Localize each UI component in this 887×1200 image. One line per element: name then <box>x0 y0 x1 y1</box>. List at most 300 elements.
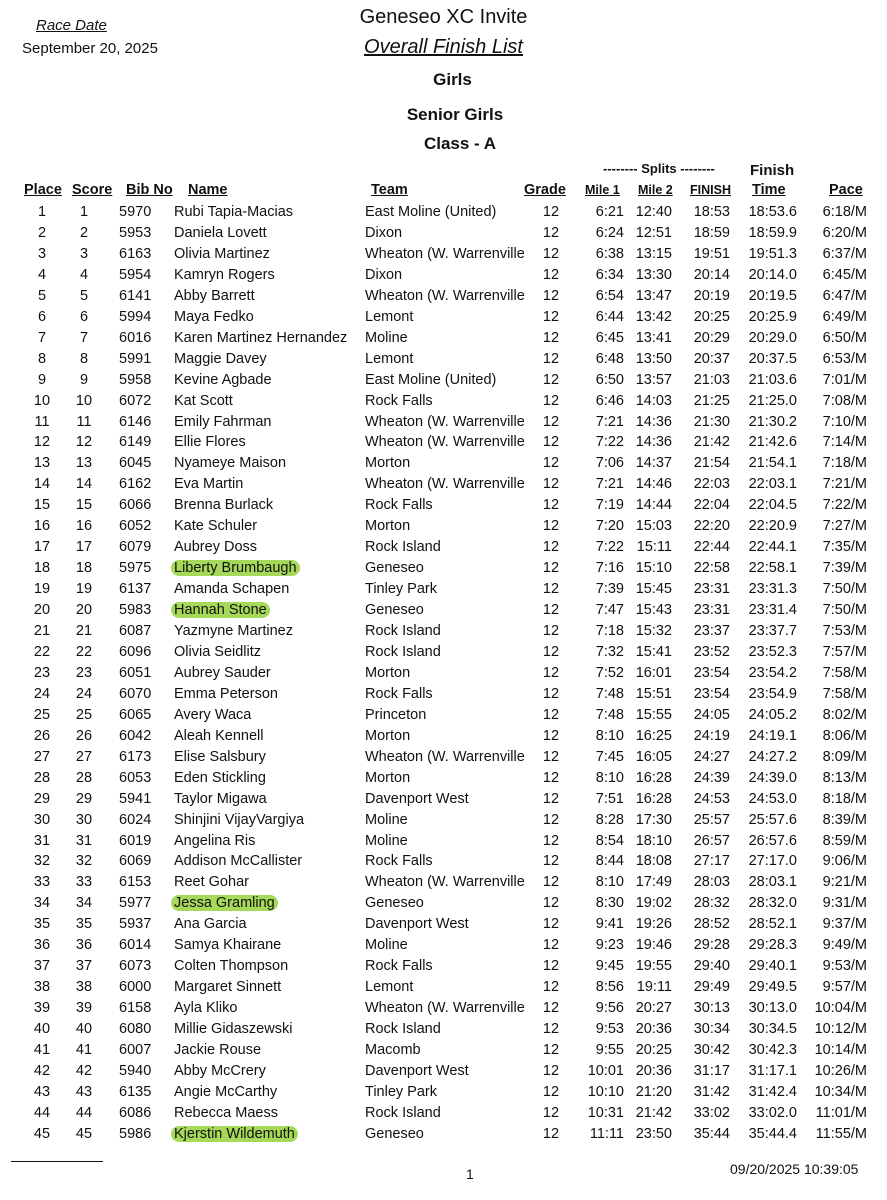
cell-place: 10 <box>33 392 51 409</box>
table-row <box>0 225 887 246</box>
cell-time: 28:52.1 <box>748 916 797 933</box>
cell-pace: 7:01/M <box>822 371 867 388</box>
cell-score: 26 <box>75 727 93 744</box>
cell-score: 30 <box>75 811 93 828</box>
cell-score: 6 <box>79 308 89 325</box>
cell-place: 5 <box>37 287 47 304</box>
cell-team: Rock Falls <box>365 685 433 702</box>
cell-mile2: 13:50 <box>635 350 672 367</box>
cell-finish: 23:52 <box>693 643 730 660</box>
cell-pace: 7:21/M <box>822 476 867 493</box>
cell-time: 23:52.3 <box>748 643 797 660</box>
cell-time: 22:03.1 <box>748 476 797 493</box>
cell-name: Ayla Kliko <box>174 1000 238 1017</box>
cell-pace: 7:08/M <box>822 392 867 409</box>
cell-time: 21:42.6 <box>748 434 797 451</box>
cell-mile1: 9:41 <box>595 916 624 933</box>
cell-pace: 7:50/M <box>822 602 867 619</box>
table-row <box>0 665 887 686</box>
table-row <box>0 246 887 267</box>
cell-team: Davenport West <box>365 1062 469 1079</box>
cell-place: 26 <box>33 727 51 744</box>
cell-place: 37 <box>33 958 51 975</box>
cell-team: Dixon <box>365 224 403 241</box>
cell-name: Olivia Martinez <box>174 245 270 262</box>
cell-finish: 21:54 <box>693 455 730 472</box>
cell-name: Ana Garcia <box>174 916 247 933</box>
cell-finish: 20:37 <box>693 350 730 367</box>
cell-mile2: 23:50 <box>635 1125 672 1142</box>
cell-bib: 5954 <box>119 266 152 283</box>
col-header-mile2: Mile 2 <box>638 183 673 197</box>
cell-place: 27 <box>33 748 51 765</box>
cell-mile2: 15:32 <box>635 623 672 639</box>
cell-mile2: 12:51 <box>635 224 672 241</box>
cell-mile2: 20:36 <box>635 1062 672 1079</box>
cell-score: 41 <box>75 1042 93 1058</box>
cell-place: 45 <box>33 1125 51 1142</box>
table-row <box>0 288 887 309</box>
cell-mile1: 7:21 <box>595 413 624 430</box>
cell-team: Princeton <box>365 706 427 723</box>
cell-name: Hannah Stone <box>171 602 270 618</box>
cell-pace: 7:50/M <box>822 581 867 598</box>
cell-mile2: 13:42 <box>635 308 672 325</box>
table-row <box>0 644 887 665</box>
cell-name: Ellie Flores <box>174 434 246 451</box>
cell-bib: 6000 <box>119 979 152 996</box>
cell-team: Moline <box>365 937 408 954</box>
cell-finish: 26:57 <box>693 832 730 849</box>
cell-name: Kjerstin Wildemuth <box>171 1126 298 1142</box>
cell-score: 31 <box>75 832 93 849</box>
cell-name: Daniela Lovett <box>174 224 267 241</box>
col-header-bib: Bib No <box>126 182 173 198</box>
cell-finish: 21:30 <box>693 413 730 430</box>
cell-time: 20:14.0 <box>748 266 797 283</box>
cell-team: Morton <box>365 455 411 472</box>
cell-place: 7 <box>37 329 47 346</box>
cell-grade: 12 <box>542 748 560 765</box>
cell-mile2: 20:25 <box>635 1042 672 1058</box>
cell-pace: 7:57/M <box>822 643 867 660</box>
cell-time: 30:42.3 <box>748 1042 797 1058</box>
cell-mile1: 7:47 <box>595 602 624 619</box>
cell-name: Liberty Brumbaugh <box>171 560 300 576</box>
cell-team: Tinley Park <box>365 581 437 598</box>
cell-mile1: 9:56 <box>595 1000 624 1017</box>
cell-grade: 12 <box>542 204 560 220</box>
cell-finish: 22:58 <box>693 560 730 577</box>
cell-finish: 24:05 <box>693 706 730 723</box>
cell-pace: 6:47/M <box>822 287 867 304</box>
cell-grade: 12 <box>542 224 560 241</box>
cell-score: 5 <box>79 287 89 304</box>
cell-bib: 5937 <box>119 916 152 933</box>
cell-score: 16 <box>75 518 93 535</box>
cell-score: 32 <box>75 853 93 870</box>
cell-name: Maggie Davey <box>174 350 267 367</box>
cell-bib: 6141 <box>119 287 152 304</box>
cell-finish: 28:52 <box>693 916 730 933</box>
cell-mile1: 7:52 <box>595 664 624 681</box>
cell-bib: 6173 <box>119 748 152 765</box>
cell-grade: 12 <box>542 413 560 430</box>
cell-bib: 6162 <box>119 476 152 493</box>
cell-team: Wheaton (W. Warrenville <box>365 245 525 262</box>
cell-score: 3 <box>79 245 89 262</box>
cell-grade: 12 <box>542 811 560 828</box>
cell-time: 28:32.0 <box>748 895 797 912</box>
cell-bib: 6086 <box>119 1104 152 1121</box>
cell-mile1: 10:10 <box>587 1083 624 1100</box>
cell-finish: 31:17 <box>693 1062 730 1079</box>
cell-grade: 12 <box>542 895 560 912</box>
col-header-pace: Pace <box>829 182 863 198</box>
cell-name: Shinjini VijayVargiya <box>174 811 305 828</box>
table-row <box>0 853 887 874</box>
cell-grade: 12 <box>542 1125 560 1142</box>
cell-mile2: 14:36 <box>635 434 672 451</box>
cell-finish: 33:02 <box>693 1104 730 1121</box>
cell-mile1: 7:06 <box>595 455 624 472</box>
cell-mile1: 11:11 <box>589 1125 624 1142</box>
cell-name: Rubi Tapia-Macias <box>174 204 294 220</box>
cell-mile2: 19:55 <box>635 958 672 975</box>
table-row <box>0 812 887 833</box>
cell-pace: 7:27/M <box>822 518 867 535</box>
cell-place: 6 <box>37 308 47 325</box>
table-row <box>0 686 887 707</box>
cell-grade: 12 <box>542 769 560 786</box>
cell-pace: 9:57/M <box>822 979 867 996</box>
cell-name: Jessa Gramling <box>171 895 278 911</box>
cell-mile2: 12:40 <box>635 204 672 220</box>
table-row <box>0 204 887 225</box>
cell-grade: 12 <box>542 916 560 933</box>
table-row <box>0 1000 887 1021</box>
cell-team: Rock Island <box>365 539 441 556</box>
cell-finish: 19:51 <box>693 245 730 262</box>
cell-pace: 6:37/M <box>822 245 867 262</box>
cell-finish: 28:32 <box>693 895 730 912</box>
cell-mile2: 17:49 <box>635 874 672 891</box>
table-row <box>0 1042 887 1063</box>
cell-team: Wheaton (W. Warrenville <box>365 748 525 765</box>
cell-place: 30 <box>33 811 51 828</box>
table-row <box>0 393 887 414</box>
cell-score: 2 <box>79 224 89 241</box>
cell-bib: 5941 <box>119 790 152 807</box>
cell-score: 28 <box>75 769 93 786</box>
cell-mile2: 14:36 <box>635 413 672 430</box>
cell-team: Geneseo <box>365 602 424 619</box>
cell-mile2: 18:10 <box>635 832 672 849</box>
cell-pace: 7:14/M <box>822 434 867 451</box>
cell-pace: 6:18/M <box>822 204 867 220</box>
cell-bib: 5975 <box>119 560 152 577</box>
cell-bib: 6024 <box>119 811 152 828</box>
cell-mile2: 14:44 <box>635 497 672 514</box>
cell-grade: 12 <box>542 266 560 283</box>
print-timestamp: 09/20/2025 10:39:05 <box>730 1161 859 1177</box>
page-number: 1 <box>466 1166 474 1182</box>
cell-mile1: 9:53 <box>595 1021 624 1038</box>
cell-finish: 24:19 <box>693 727 730 744</box>
cell-mile2: 15:51 <box>635 685 672 702</box>
cell-finish: 23:54 <box>693 664 730 681</box>
cell-mile1: 7:45 <box>595 748 624 765</box>
cell-name: Aleah Kennell <box>174 727 264 744</box>
cell-pace: 6:20/M <box>822 224 867 241</box>
cell-grade: 12 <box>542 1104 560 1121</box>
cell-place: 2 <box>37 224 47 241</box>
cell-place: 9 <box>37 371 47 388</box>
cell-time: 22:44.1 <box>748 539 797 556</box>
cell-bib: 6073 <box>119 958 152 975</box>
cell-pace: 9:31/M <box>822 895 867 912</box>
cell-team: Rock Island <box>365 1104 441 1121</box>
col-header-name: Name <box>188 182 228 198</box>
cell-place: 13 <box>33 455 51 472</box>
cell-bib: 6070 <box>119 685 152 702</box>
cell-name: Reet Gohar <box>174 874 249 891</box>
cell-finish: 20:14 <box>693 266 730 283</box>
cell-mile1: 8:54 <box>595 832 624 849</box>
cell-mile1: 10:01 <box>587 1062 624 1079</box>
cell-finish: 30:42 <box>693 1042 730 1058</box>
cell-time: 27:17.0 <box>748 853 797 870</box>
cell-pace: 7:18/M <box>822 455 867 472</box>
cell-team: Rock Island <box>365 623 441 639</box>
cell-mile2: 13:15 <box>635 245 672 262</box>
cell-grade: 12 <box>542 308 560 325</box>
cell-mile1: 10:31 <box>587 1104 624 1121</box>
cell-name: Brenna Burlack <box>174 497 274 514</box>
cell-pace: 10:14/M <box>814 1042 867 1058</box>
cell-mile1: 6:45 <box>595 329 624 346</box>
cell-finish: 29:28 <box>693 937 730 954</box>
footer-rule <box>11 1161 103 1162</box>
cell-score: 21 <box>75 623 93 639</box>
cell-finish: 21:25 <box>693 392 730 409</box>
cell-bib: 5940 <box>119 1062 152 1079</box>
cell-team: Wheaton (W. Warrenville <box>365 413 525 430</box>
cell-finish: 29:40 <box>693 958 730 975</box>
cell-place: 4 <box>37 266 47 283</box>
cell-pace: 7:35/M <box>822 539 867 556</box>
cell-mile1: 7:32 <box>595 643 624 660</box>
cell-time: 24:19.1 <box>748 727 797 744</box>
cell-mile2: 15:11 <box>636 539 672 556</box>
cell-time: 22:04.5 <box>748 497 797 514</box>
cell-time: 33:02.0 <box>748 1104 797 1121</box>
cell-pace: 10:12/M <box>814 1021 867 1038</box>
cell-finish: 25:57 <box>693 811 730 828</box>
cell-time: 28:03.1 <box>748 874 797 891</box>
cell-name: Abby McCrery <box>174 1062 266 1079</box>
cell-grade: 12 <box>542 1062 560 1079</box>
cell-place: 22 <box>33 643 51 660</box>
cell-grade: 12 <box>542 1021 560 1038</box>
cell-team: Moline <box>365 329 408 346</box>
cell-place: 20 <box>33 602 51 619</box>
cell-time: 31:42.4 <box>748 1083 797 1100</box>
cell-team: Morton <box>365 664 411 681</box>
cell-time: 24:05.2 <box>748 706 797 723</box>
table-row <box>0 1105 887 1126</box>
cell-score: 12 <box>75 434 93 451</box>
cell-score: 23 <box>75 664 93 681</box>
cell-place: 31 <box>33 832 51 849</box>
cell-team: Moline <box>365 832 408 849</box>
cell-grade: 12 <box>542 287 560 304</box>
cell-team: Davenport West <box>365 790 469 807</box>
col-header-finish: FINISH <box>690 183 731 197</box>
cell-team: Tinley Park <box>365 1083 437 1100</box>
col-header-mile1: Mile 1 <box>585 183 620 197</box>
cell-mile2: 21:42 <box>635 1104 672 1121</box>
cell-bib: 6163 <box>119 245 152 262</box>
cell-grade: 12 <box>542 664 560 681</box>
cell-team: Dixon <box>365 266 403 283</box>
cell-finish: 23:54 <box>693 685 730 702</box>
cell-pace: 9:06/M <box>822 853 867 870</box>
cell-mile1: 8:28 <box>595 811 624 828</box>
cell-mile2: 18:08 <box>635 853 672 870</box>
cell-place: 40 <box>33 1021 51 1038</box>
cell-mile1: 7:48 <box>595 685 624 702</box>
cell-pace: 8:02/M <box>822 706 867 723</box>
cell-score: 11 <box>76 413 92 430</box>
cell-score: 34 <box>75 895 93 912</box>
cell-mile1: 7:48 <box>595 706 624 723</box>
cell-mile2: 19:02 <box>635 895 672 912</box>
cell-finish: 23:31 <box>693 581 730 598</box>
cell-time: 21:03.6 <box>748 371 797 388</box>
cell-bib: 6066 <box>119 497 152 514</box>
cell-score: 20 <box>75 602 93 619</box>
cell-mile2: 15:45 <box>635 581 672 598</box>
cell-grade: 12 <box>542 685 560 702</box>
cell-place: 41 <box>33 1042 51 1058</box>
cell-time: 35:44.4 <box>748 1125 797 1142</box>
cell-place: 1 <box>37 204 47 220</box>
cell-mile2: 13:41 <box>635 329 672 346</box>
cell-mile2: 15:43 <box>635 602 672 619</box>
cell-grade: 12 <box>542 434 560 451</box>
cell-team: Rock Falls <box>365 497 433 514</box>
cell-finish: 22:04 <box>693 497 730 514</box>
cell-time: 30:34.5 <box>748 1021 797 1038</box>
cell-score: 29 <box>75 790 93 807</box>
cell-mile1: 7:21 <box>595 476 624 493</box>
cell-mile2: 14:46 <box>635 476 672 493</box>
cell-mile1: 9:45 <box>595 958 624 975</box>
table-row <box>0 623 887 644</box>
cell-finish: 20:19 <box>693 287 730 304</box>
cell-team: Wheaton (W. Warrenville <box>365 874 525 891</box>
cell-time: 25:57.6 <box>748 811 797 828</box>
cell-place: 29 <box>33 790 51 807</box>
cell-mile1: 9:23 <box>595 937 624 954</box>
table-row <box>0 497 887 518</box>
cell-time: 23:54.2 <box>748 664 797 681</box>
cell-name: Elise Salsbury <box>174 748 266 765</box>
cell-grade: 12 <box>542 1000 560 1017</box>
cell-grade: 12 <box>542 1083 560 1100</box>
cell-mile1: 6:50 <box>595 371 624 388</box>
cell-place: 12 <box>33 434 51 451</box>
cell-mile1: 6:38 <box>595 245 624 262</box>
table-row <box>0 958 887 979</box>
cell-team: Geneseo <box>365 560 424 577</box>
cell-score: 43 <box>75 1083 93 1100</box>
cell-grade: 12 <box>542 979 560 996</box>
cell-mile1: 8:10 <box>595 727 624 744</box>
cell-time: 20:37.5 <box>748 350 797 367</box>
cell-name: Kevine Agbade <box>174 371 272 388</box>
cell-score: 44 <box>75 1104 93 1121</box>
cell-bib: 6087 <box>119 623 152 639</box>
cell-team: Lemont <box>365 979 414 996</box>
division-title: Senior Girls <box>406 105 504 124</box>
cell-bib: 6096 <box>119 643 152 660</box>
cell-pace: 10:04/M <box>814 1000 867 1017</box>
cell-grade: 12 <box>542 1042 560 1058</box>
cell-mile1: 8:44 <box>595 853 624 870</box>
cell-mile1: 6:21 <box>595 204 624 220</box>
cell-bib: 5986 <box>119 1125 152 1142</box>
cell-score: 27 <box>75 748 93 765</box>
cell-place: 39 <box>33 1000 51 1017</box>
cell-time: 23:54.9 <box>748 685 797 702</box>
col-header-team: Team <box>371 182 408 198</box>
cell-grade: 12 <box>542 602 560 619</box>
cell-time: 26:57.6 <box>748 832 797 849</box>
cell-name: Maya Fedko <box>174 308 254 325</box>
cell-mile2: 20:36 <box>635 1021 672 1038</box>
cell-pace: 7:39/M <box>822 560 867 577</box>
cell-score: 19 <box>75 581 93 598</box>
cell-grade: 12 <box>542 539 560 556</box>
cell-finish: 28:03 <box>693 874 730 891</box>
table-row <box>0 581 887 602</box>
cell-time: 20:25.9 <box>748 308 797 325</box>
cell-grade: 12 <box>542 623 560 639</box>
cell-pace: 6:49/M <box>822 308 867 325</box>
cell-place: 17 <box>33 539 51 556</box>
cell-name: Angie McCarthy <box>174 1083 278 1100</box>
list-title: Overall Finish List <box>364 36 523 58</box>
cell-time: 19:51.3 <box>748 245 797 262</box>
cell-name: Karen Martinez Hernandez <box>174 329 348 346</box>
cell-pace: 7:53/M <box>822 623 867 639</box>
cell-time: 23:37.7 <box>748 623 797 639</box>
cell-finish: 23:37 <box>693 623 730 639</box>
table-row <box>0 1126 887 1147</box>
cell-time: 21:25.0 <box>748 392 797 409</box>
cell-bib: 5994 <box>119 308 152 325</box>
cell-place: 8 <box>37 350 47 367</box>
cell-team: Wheaton (W. Warrenville <box>365 1000 525 1017</box>
cell-team: Wheaton (W. Warrenville <box>365 434 525 451</box>
table-row <box>0 267 887 288</box>
cell-place: 21 <box>33 623 51 639</box>
cell-grade: 12 <box>542 455 560 472</box>
cell-mile1: 8:30 <box>595 895 624 912</box>
cell-pace: 9:21/M <box>822 874 867 891</box>
